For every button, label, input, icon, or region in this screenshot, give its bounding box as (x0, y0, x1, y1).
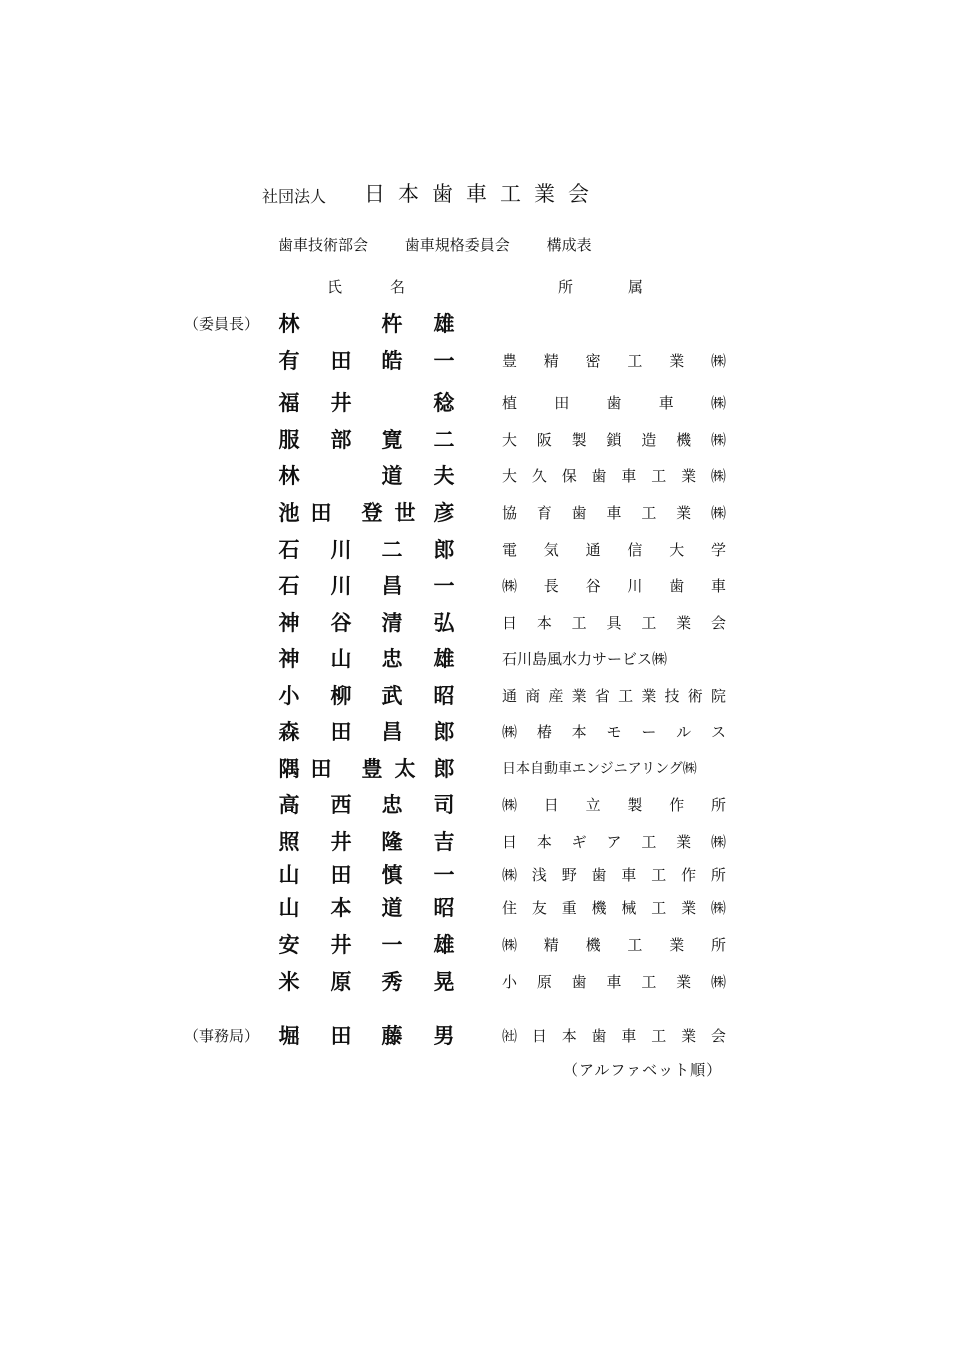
member-role: （事務局） (184, 1027, 260, 1045)
member-name: 神 山 忠 雄 (278, 647, 455, 671)
member-affiliation: 石川島風水力サービス㈱ (502, 650, 668, 668)
member-affiliation: ㈱ 浅 野 歯 車 工 作 所 (502, 866, 726, 884)
member-affiliation: 豊 精 密 工 業 ㈱ (502, 352, 726, 370)
member-name: 照 井 隆 吉 (278, 830, 455, 854)
sort-order-note: （アルファベット順） (563, 1061, 723, 1079)
member-name: 米 原 秀 晃 (278, 970, 455, 994)
member-affiliation: ㈱ 日 立 製 作 所 (502, 796, 726, 814)
member-affiliation: 大 阪 製 鎖 造 機 ㈱ (502, 431, 726, 449)
subtitle-committee: 歯車規格委員会 (404, 236, 510, 254)
member-affiliation: ㈳ 日 本 歯 車 工 業 会 (502, 1027, 726, 1045)
org-prefix: 社団法人 (262, 187, 327, 206)
member-role: （委員長） (184, 315, 260, 333)
member-name: 安 井 一 雄 (278, 933, 455, 957)
member-affiliation: 協 育 歯 車 工 業 ㈱ (502, 504, 726, 522)
member-name: 有 田 皓 一 (278, 349, 455, 373)
member-name: 服 部 寛 二 (278, 428, 455, 452)
member-affiliation: ㈱ 長 谷 川 歯 車 (502, 577, 726, 595)
member-name: 堀 田 藤 男 (278, 1024, 455, 1048)
member-name: 石 川 二 郎 (278, 538, 455, 562)
column-header-name: 氏名 (327, 278, 454, 296)
member-name: 林 道 夫 (278, 464, 455, 488)
column-header-affiliation: 所属 (558, 278, 699, 296)
member-affiliation: 日 本 工 具 工 業 会 (502, 614, 726, 632)
member-name: 隅 田 豊 太 郎 (278, 757, 455, 781)
member-name: 山 本 道 昭 (278, 896, 455, 920)
member-affiliation: 日 本 ギ ア 工 業 ㈱ (502, 833, 726, 851)
subtitle-department: 歯車技術部会 (278, 236, 369, 254)
member-affiliation: 大 久 保 歯 車 工 業 ㈱ (502, 467, 726, 485)
org-name: 日本歯車工業会 (364, 182, 602, 206)
member-name: 石 川 昌 一 (278, 574, 455, 598)
member-name: 小 柳 武 昭 (278, 684, 455, 708)
member-affiliation: ㈱ 椿 本 モ ー ル ス (502, 723, 726, 741)
member-name: 山 田 慎 一 (278, 863, 455, 887)
member-affiliation: 通 商 産 業 省 工 業 技 術 院 (502, 687, 726, 705)
member-name: 池 田 登 世 彦 (278, 501, 455, 525)
member-name: 福 井 稔 (278, 391, 455, 415)
member-name: 森 田 昌 郎 (278, 720, 455, 744)
member-affiliation: 日本自動車エンジニアリング㈱ (502, 761, 697, 777)
member-affiliation: ㈱ 精 機 工 業 所 (502, 936, 726, 954)
member-name: 神 谷 清 弘 (278, 611, 455, 635)
member-name: 高 西 忠 司 (278, 793, 455, 817)
subtitle-roster: 構成表 (546, 236, 592, 254)
document-subtitle (278, 234, 592, 255)
member-affiliation: 電 気 通 信 大 学 (502, 541, 726, 559)
member-affiliation: 住 友 重 機 械 工 業 ㈱ (502, 899, 726, 917)
member-affiliation: 小 原 歯 車 工 業 ㈱ (502, 973, 726, 991)
member-name: 林 杵 雄 (278, 312, 455, 336)
member-affiliation: 植 田 歯 車 ㈱ (502, 394, 726, 412)
